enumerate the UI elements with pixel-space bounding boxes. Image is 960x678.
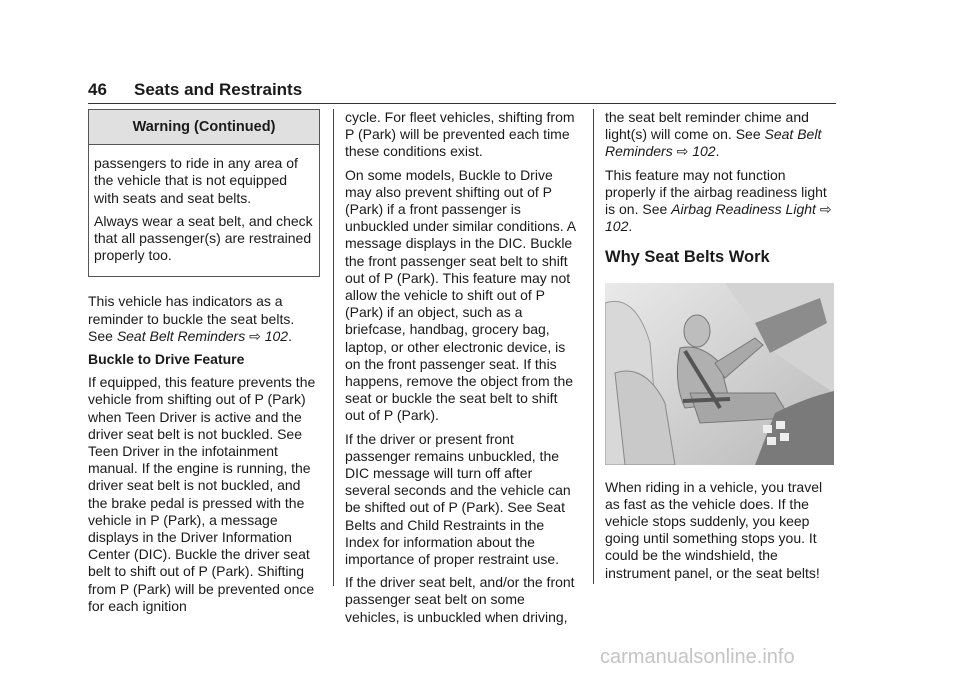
warning-paragraph: Always wear a seat belt, and check that all passenger(s) are restrained properly too. xyxy=(94,212,313,264)
header-rule xyxy=(88,103,836,104)
ref-arrow-icon: ⇨ xyxy=(819,201,832,218)
column-2 xyxy=(345,109,579,632)
column-1 xyxy=(88,109,320,621)
watermark: carmanualsonline.info xyxy=(600,646,795,668)
section-title: Seats and Restraints xyxy=(134,80,303,99)
warning-box xyxy=(88,109,320,277)
cross-reference-link[interactable]: Airbag Readiness Light ⇨ 102 xyxy=(605,201,832,235)
paragraph: On some models, Buckle to Drive may also prevent shifting out of P (Park) if a front passenger is unbuckled under similar conditions. A message displays in the DIC. Buckle the front passenger seat belt to shift out of P (Park). This feature may not allow the vehicle to shift out of P (Park) if an object, such as a briefcase, handbag, grocery bag, laptop, or other electronic device, is on the front passenger seat. If this happens, remove the object from the seat or buckle the seat belt to shift out of P (Park). xyxy=(345,166,576,424)
warning-title: Warning (Continued) xyxy=(89,110,319,145)
paragraph: If equipped, this feature prevents the vehicle from shifting out of P (Park) when Teen Driver is active and the driver seat belt is not buckled. See Teen Driver in the infotainment manual. If the engine is running, the driver seat belt is not buckled, and the brake pedal is pressed with the vehicle in P (Park), a message displays in the Driver Information Center (DIC). Buckle the driver seat belt to shift out of P (Park). Shifting from P (Park) will be prevented once for each ignition xyxy=(88,374,316,614)
paragraph: the seat belt reminder chime and light(s) will come on. See Seat Belt Reminders ⇨ 102. xyxy=(605,109,822,160)
column-divider-1 xyxy=(333,109,334,586)
cross-reference-link[interactable]: Seat Belt Reminders ⇨ 102 xyxy=(605,126,822,160)
paragraph: This feature may not function properly if the airbag readiness light is on. See Airbag Readiness Light ⇨ 102. xyxy=(605,166,832,235)
column-divider-2 xyxy=(593,109,594,584)
paragraph: When riding in a vehicle, you travel as fast as the vehicle does. If the vehicle stops suddenly, you keep going until something stops you. It could be the windshield, the instrument panel, or the seat belts! xyxy=(605,478,823,581)
cross-reference-link[interactable]: Seat Belt Reminders ⇨ 102 xyxy=(116,327,289,344)
subheading: Buckle to Drive Feature xyxy=(88,351,245,368)
page-number: 46 xyxy=(88,80,107,99)
paragraph: If the driver or present front passenger remains unbuckled, the DIC message will turn off after several seconds and the vehicle can be shifted out of P (Park). See Seat Belts and Child Restraints in the Index for information about the importance of proper restraint use. xyxy=(345,430,571,568)
seatbelt-illustration xyxy=(605,283,834,465)
ref-arrow-icon: ⇨ xyxy=(676,143,689,160)
warning-body xyxy=(89,145,319,276)
paragraph: If the driver seat belt, and/or the front passenger seat belt on some vehicles, is unbuckled when driving, xyxy=(345,574,575,625)
ref-arrow-icon: ⇨ xyxy=(249,327,261,344)
column-3 xyxy=(605,109,837,588)
paragraph: cycle. For fleet vehicles, shifting from P (Park) will be prevented each time these conditions exist. xyxy=(345,109,575,160)
paragraph: This vehicle has indicators as a reminder to buckle the seat belts. See Seat Belt Reminders ⇨ 102. xyxy=(88,293,295,344)
warning-paragraph: passengers to ride in any area of the vehicle that is not equipped with seats and seat belts. xyxy=(94,155,298,206)
section-heading: Why Seat Belts Work xyxy=(605,248,770,267)
page-header xyxy=(88,80,302,100)
